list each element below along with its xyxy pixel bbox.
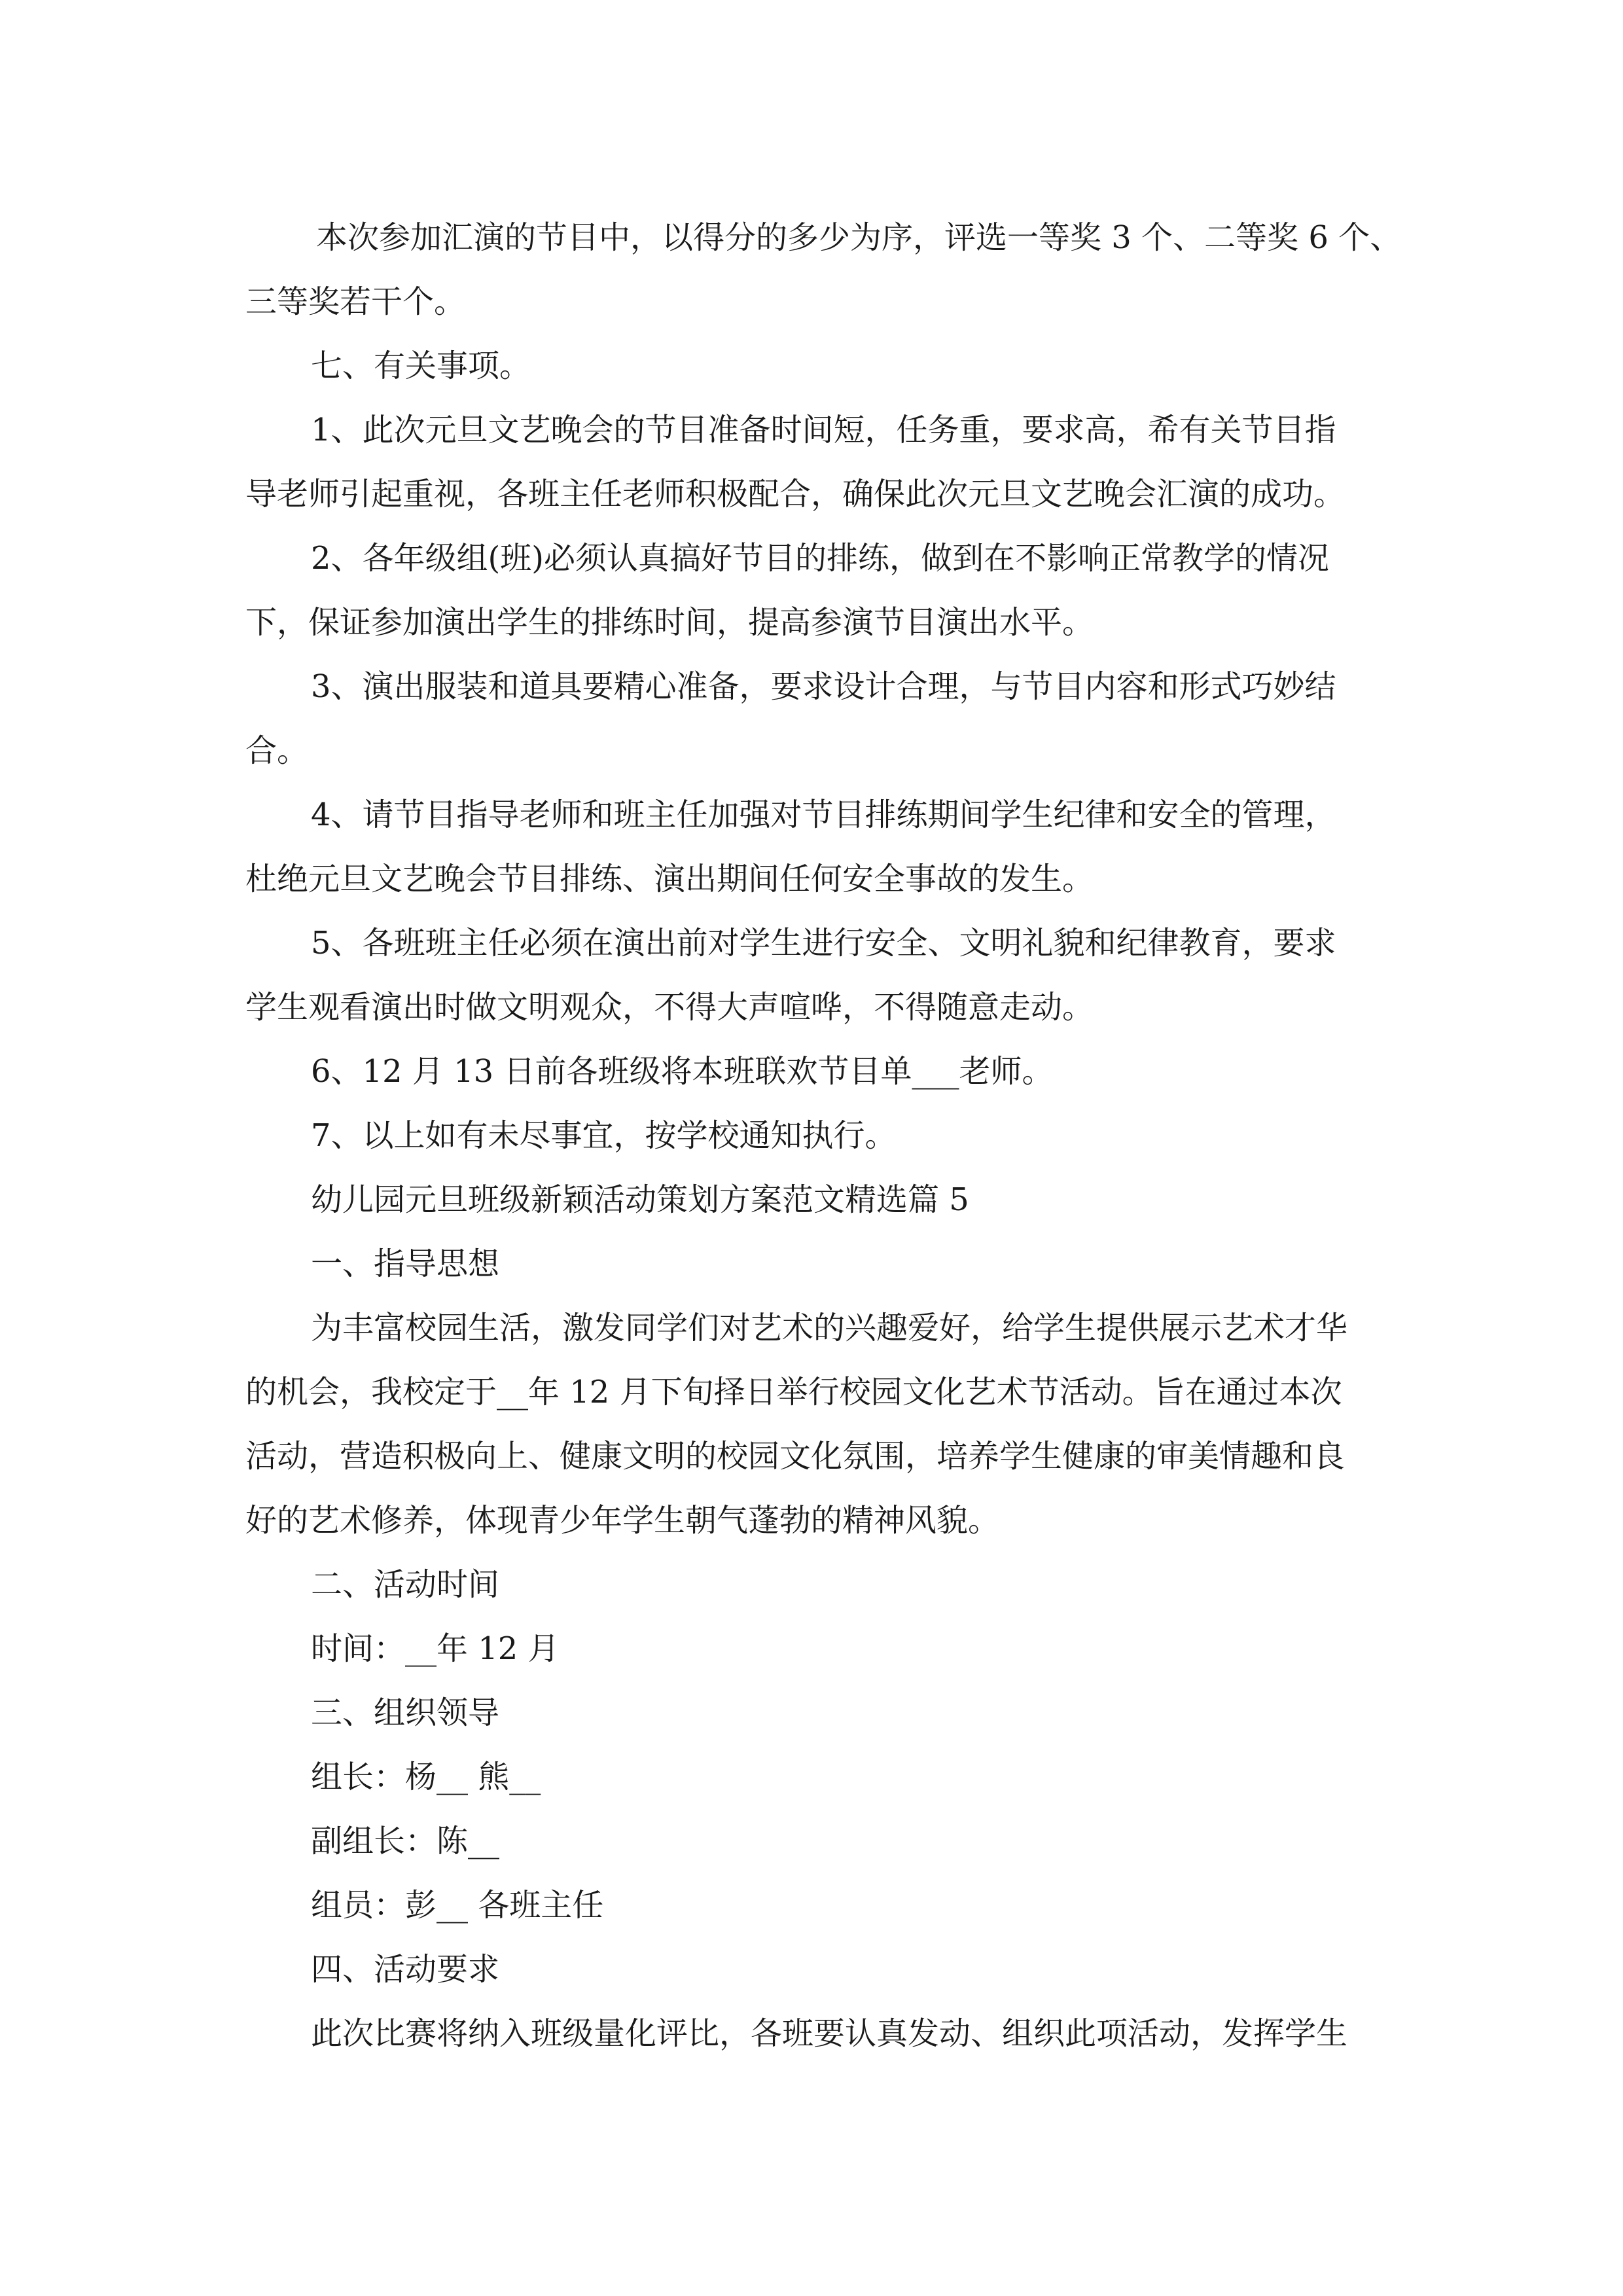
- section-heading: 七、有关事项。: [311, 348, 531, 384]
- paragraph-line: 杜绝元旦文艺晚会节目排练、演出期间任何安全事故的发生。: [245, 861, 1094, 897]
- paragraph-line: 导老师引起重视，各班主任老师积极配合，确保此次元旦文艺晚会汇演的成功。: [245, 476, 1346, 512]
- paragraph-line: 副组长：陈__: [311, 1823, 500, 1859]
- paragraph-line: 5、各班班主任必须在演出前对学生进行安全、文明礼貌和纪律教育，要求: [311, 925, 1336, 961]
- paragraph-line: 为丰富校园生活，激发同学们对艺术的兴趣爱好，给学生提供展示艺术才华: [311, 1310, 1348, 1346]
- article-title: 幼儿园元旦班级新颖活动策划方案范文精选篇 5: [311, 1181, 969, 1218]
- section-heading: 三、组织领导: [311, 1695, 500, 1731]
- paragraph-line: 时间：__年 12 月: [311, 1630, 560, 1667]
- paragraph-line: 合。: [245, 732, 309, 769]
- paragraph-line: 活动，营造积极向上、健康文明的校园文化氛围，培养学生健康的审美情趣和良: [245, 1438, 1346, 1475]
- paragraph-line: 4、请节目指导老师和班主任加强对节目排练期间学生纪律和安全的管理，: [311, 797, 1336, 833]
- section-heading: 二、活动时间: [311, 1566, 500, 1603]
- paragraph-line: 下，保证参加演出学生的排练时间，提高参演节目演出水平。: [245, 604, 1094, 641]
- paragraph-line: 3、演出服装和道具要精心准备，要求设计合理，与节目内容和形式巧妙结: [311, 668, 1336, 705]
- paragraph-line: 学生观看演出时做文明观众，不得大声喧哗，不得随意走动。: [245, 989, 1094, 1026]
- paragraph-line: 1、此次元旦文艺晚会的节目准备时间短，任务重，要求高，希有关节目指: [311, 412, 1336, 448]
- section-heading: 一、指导思想: [311, 1246, 500, 1282]
- paragraph-line: 好的艺术修养，体现青少年学生朝气蓬勃的精神风貌。: [245, 1502, 1000, 1539]
- paragraph-line: 此次比赛将纳入班级量化评比，各班要认真发动、组织此项活动，发挥学生: [311, 2015, 1348, 2052]
- paragraph-line: 7、以上如有未尽事宜，按学校通知执行。: [311, 1117, 897, 1154]
- section-heading: 四、活动要求: [311, 1951, 500, 1988]
- paragraph-line: 的机会，我校定于__年 12 月下旬择日举行校园文化艺术节活动。旨在通过本次: [245, 1374, 1342, 1410]
- paragraph-line: 组长：杨__ 熊__: [311, 1759, 541, 1795]
- paragraph-line: 2、各年级组(班)必须认真搞好节目的排练，做到在不影响正常教学的情况: [311, 540, 1329, 577]
- paragraph-line: 6、12 月 13 日前各班级将本班联欢节目单___老师。: [311, 1053, 1054, 1090]
- paragraph-line: 本次参加汇演的节目中，以得分的多少为序，评选一等奖 3 个、二等奖 6 个、: [316, 219, 1402, 256]
- paragraph-line: 三等奖若干个。: [245, 283, 466, 320]
- document-body: [245, 206, 1417, 2066]
- paragraph-line: 组员：彭__ 各班主任: [311, 1887, 604, 1924]
